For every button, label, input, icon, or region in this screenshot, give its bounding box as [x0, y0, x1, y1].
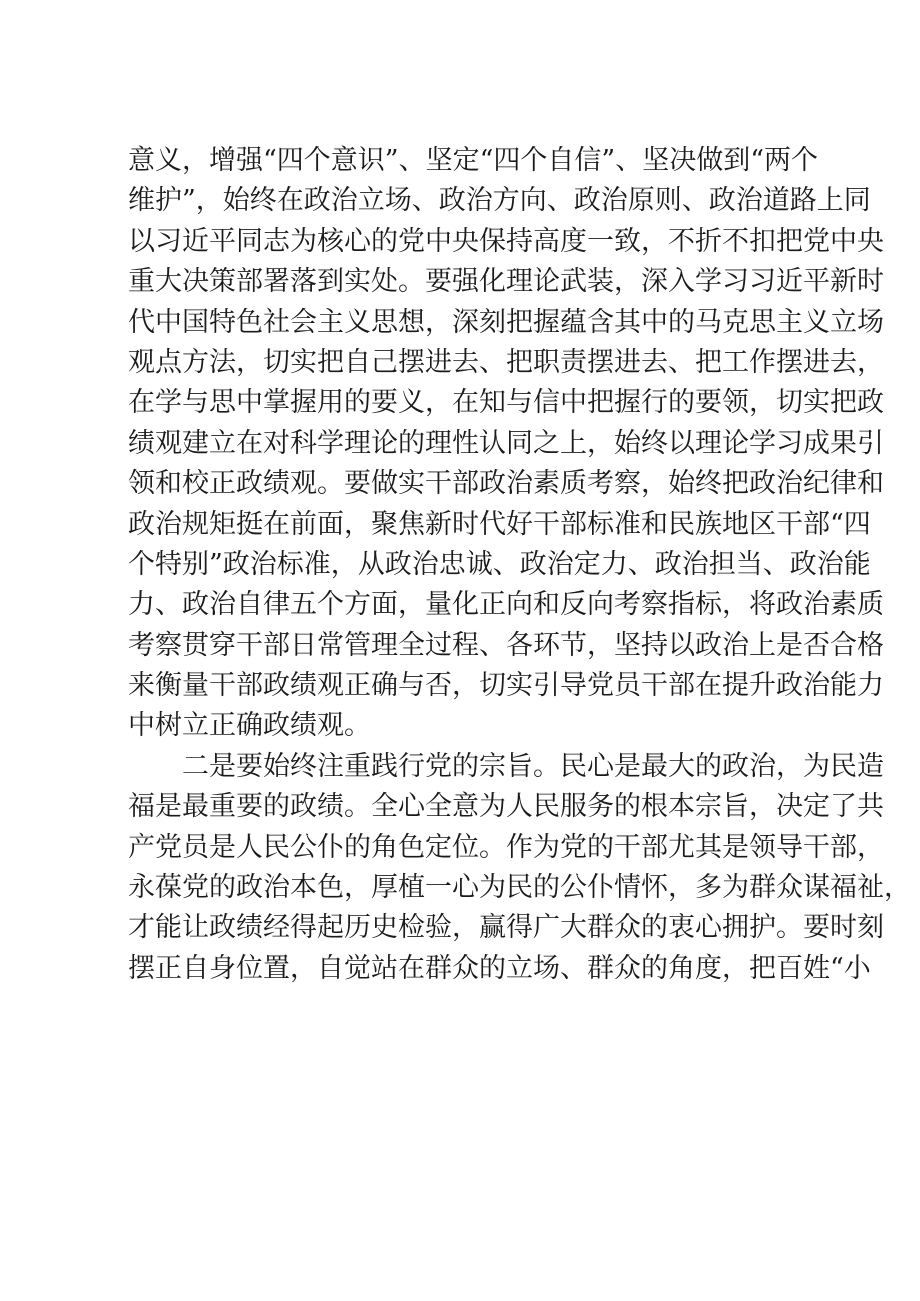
text-line: 以习近平同志为核心的党中央保持高度一致，不折不扣把党中央 — [128, 225, 884, 257]
text-line: 二是要始终注重践行党的宗旨。民心是最大的政治，为民造 — [182, 750, 884, 782]
text-line: 才能让政绩经得起历史检验，赢得广大群众的衷心拥护。要时刻 — [128, 912, 884, 944]
body-text — [128, 141, 911, 989]
text-line: 中树立正确政绩观。 — [128, 710, 371, 742]
text-line: 绩观建立在对科学理论的理性认同之上，始终以理论学习成果引 — [128, 427, 884, 459]
text-line: 产党员是人民公仆的角色定位。作为党的干部尤其是领导干部， — [128, 831, 884, 863]
text-line: 政治规矩挺在前面，聚焦新时代好干部标准和民族地区干部“四 — [128, 508, 871, 540]
text-line: 维护”，始终在政治立场、政治方向、政治原则、政治道路上同 — [128, 185, 871, 217]
text-line: 摆正自身位置，自觉站在群众的立场、群众的角度，把百姓“小 — [128, 952, 871, 984]
text-line: 力、政治自律五个方面，量化正向和反向考察指标，将政治素质 — [128, 589, 884, 621]
text-line: 福是最重要的政绩。全心全意为人民服务的根本宗旨，决定了共 — [128, 791, 884, 823]
text-line: 考察贯穿干部日常管理全过程、各环节，坚持以政治上是否合格 — [128, 629, 884, 661]
text-line: 意义，增强“四个意识”、坚定“四个自信”、坚决做到“两个 — [128, 145, 819, 176]
text-line: 永葆党的政治本色，厚植一心为民的公仆情怀，多为群众谋福祉， — [128, 872, 911, 904]
text-line: 在学与思中掌握用的要义，在知与信中把握行的要领，切实把政 — [128, 387, 884, 419]
text-line: 重大决策部署落到实处。要强化理论武装，深入学习习近平新时 — [128, 266, 884, 298]
text-line: 代中国特色社会主义思想，深刻把握蕴含其中的马克思主义立场 — [128, 306, 884, 338]
text-line: 观点方法，切实把自己摆进去、把职责摆进去、把工作摆进去， — [128, 346, 884, 378]
text-line: 领和校正政绩观。要做实干部政治素质考察，始终把政治纪律和 — [128, 468, 884, 500]
text-line: 来衡量干部政绩观正确与否，切实引导党员干部在提升政治能力 — [128, 670, 884, 702]
text-line: 个特别”政治标准，从政治忠诚、政治定力、政治担当、政治能 — [128, 548, 871, 580]
